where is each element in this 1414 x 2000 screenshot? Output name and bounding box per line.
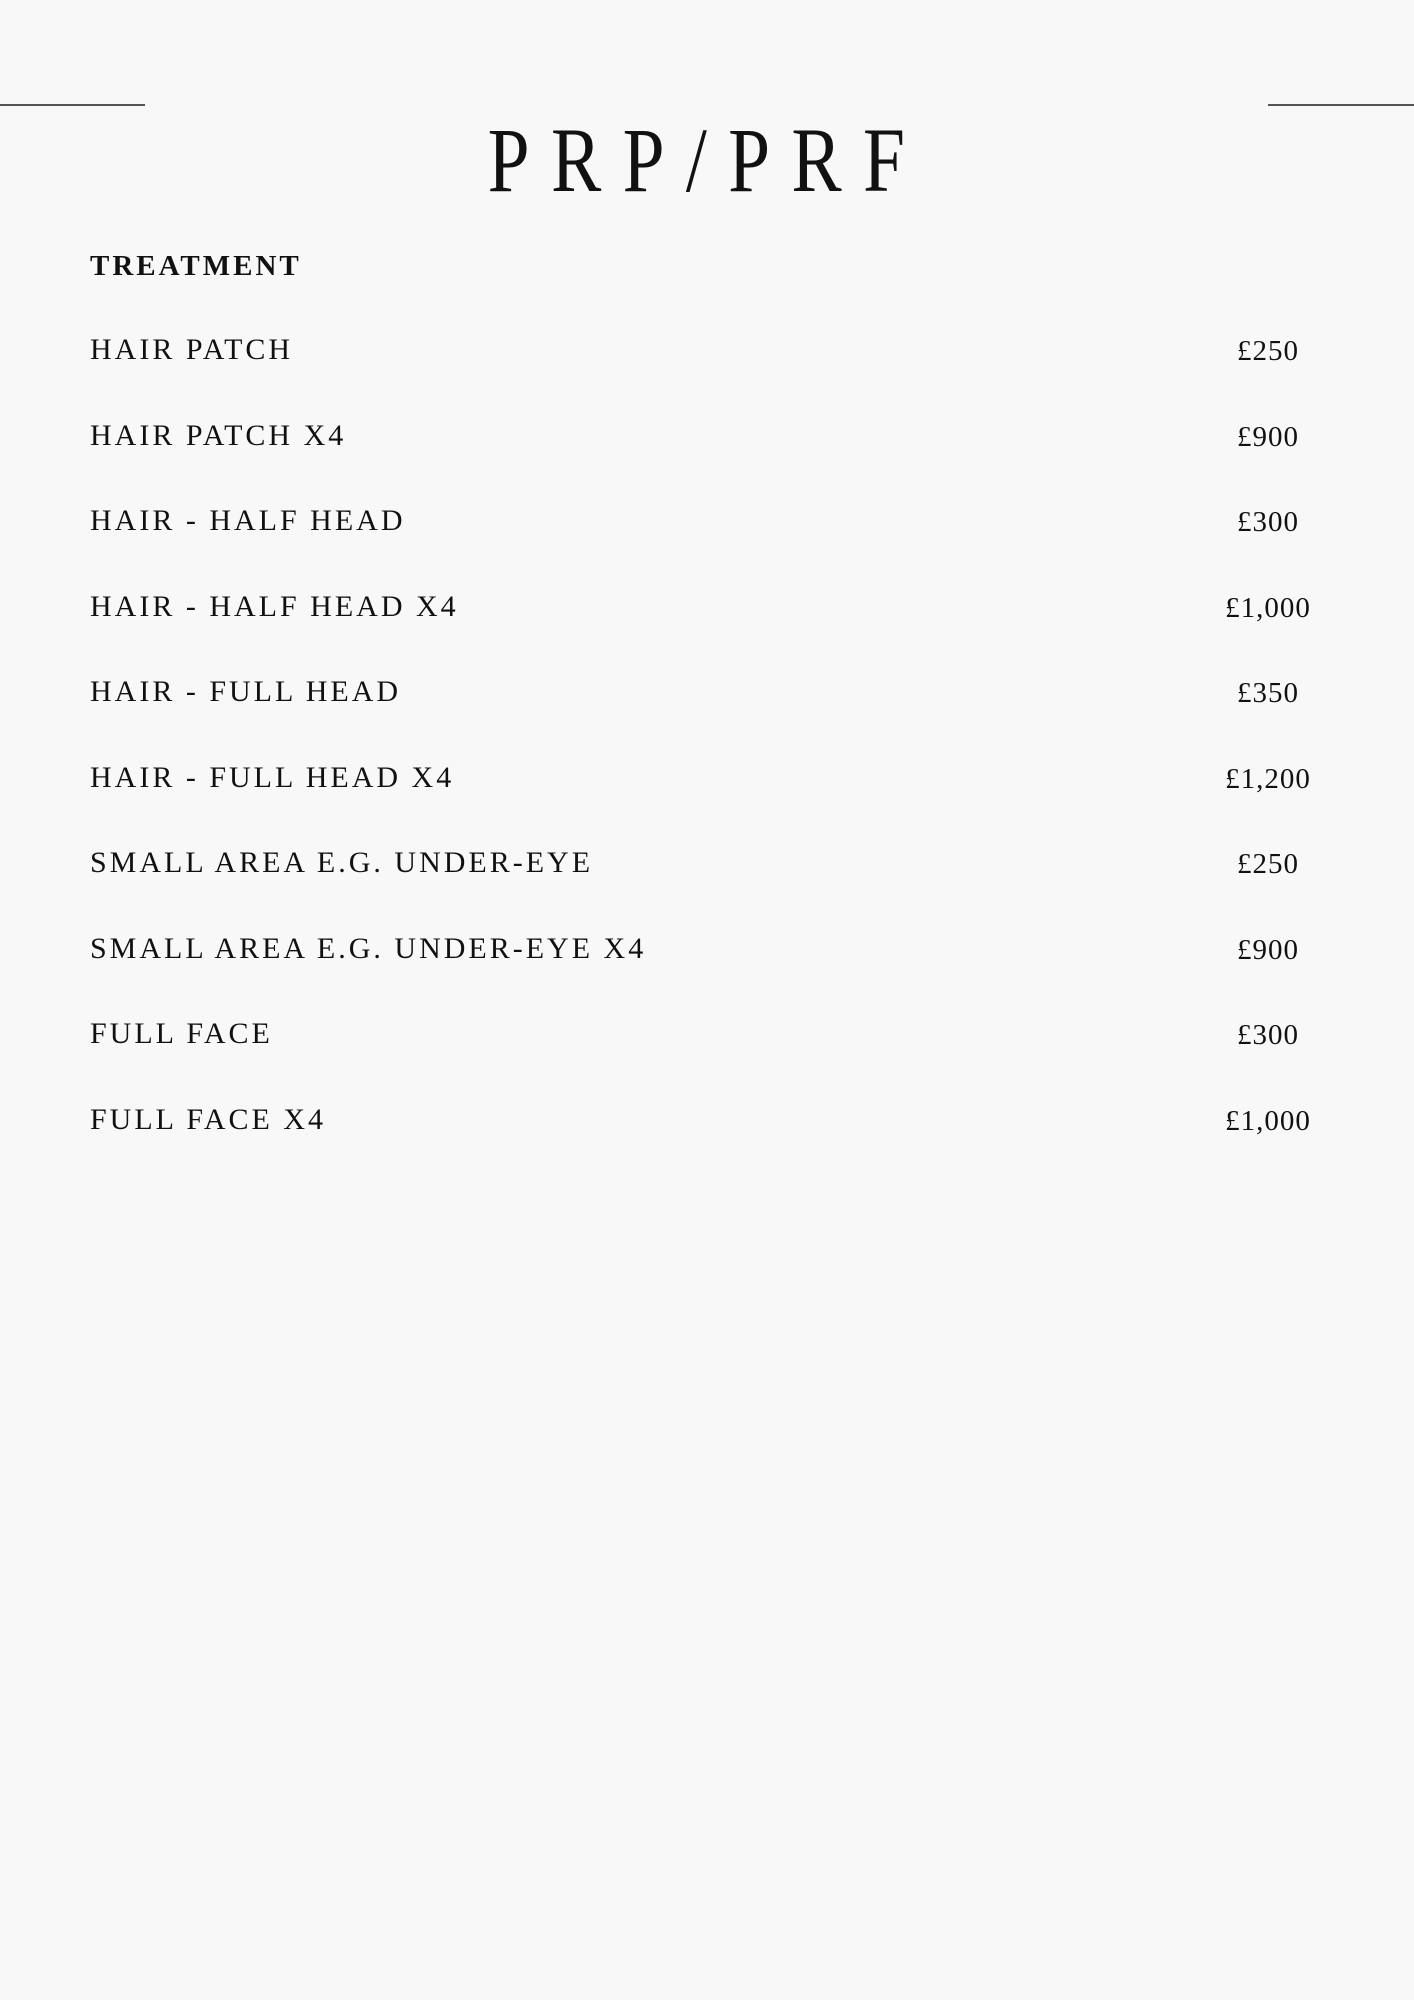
treatment-name: FULL FACE X4 [90, 1102, 327, 1136]
price-list-item [90, 1017, 1299, 1057]
treatment-name: SMALL AREA E.G. UNDER-EYE [90, 846, 594, 879]
treatment-name: HAIR - HALF HEAD X4 [90, 589, 459, 623]
treatment-price: £250 [1237, 848, 1299, 880]
treatment-price: £1,000 [1225, 1104, 1311, 1137]
decorative-rule-right [1268, 104, 1414, 106]
price-list-item [90, 418, 1299, 459]
price-list-item [90, 846, 1299, 886]
treatment-price: £300 [1237, 506, 1299, 538]
treatment-price: £300 [1237, 1019, 1299, 1051]
treatment-price: £900 [1237, 420, 1299, 453]
column-header-treatment: TREATMENT [90, 250, 302, 282]
price-list-item [90, 931, 1299, 972]
price-list-item [90, 1102, 1311, 1143]
treatment-name: HAIR PATCH [90, 333, 294, 366]
price-list-item [90, 675, 1299, 715]
treatment-price: £250 [1237, 335, 1299, 367]
treatment-name: HAIR PATCH X4 [90, 418, 347, 452]
treatment-price: £350 [1237, 677, 1299, 709]
treatment-name: HAIR - FULL HEAD X4 [90, 760, 455, 794]
treatment-name: FULL FACE [90, 1017, 273, 1050]
treatment-name: HAIR - FULL HEAD [90, 675, 402, 708]
treatment-price: £1,000 [1225, 591, 1311, 624]
treatment-price: £900 [1237, 933, 1299, 966]
page-title: PRP/PRF [487, 108, 927, 211]
price-list-item [90, 760, 1311, 801]
treatment-name: SMALL AREA E.G. UNDER-EYE X4 [90, 931, 647, 965]
price-list-item [90, 333, 1299, 373]
price-list-item [90, 589, 1311, 630]
treatment-name: HAIR - HALF HEAD [90, 504, 406, 537]
price-list-item [90, 504, 1299, 544]
treatment-price: £1,200 [1225, 762, 1311, 795]
decorative-rule-left [0, 104, 145, 106]
